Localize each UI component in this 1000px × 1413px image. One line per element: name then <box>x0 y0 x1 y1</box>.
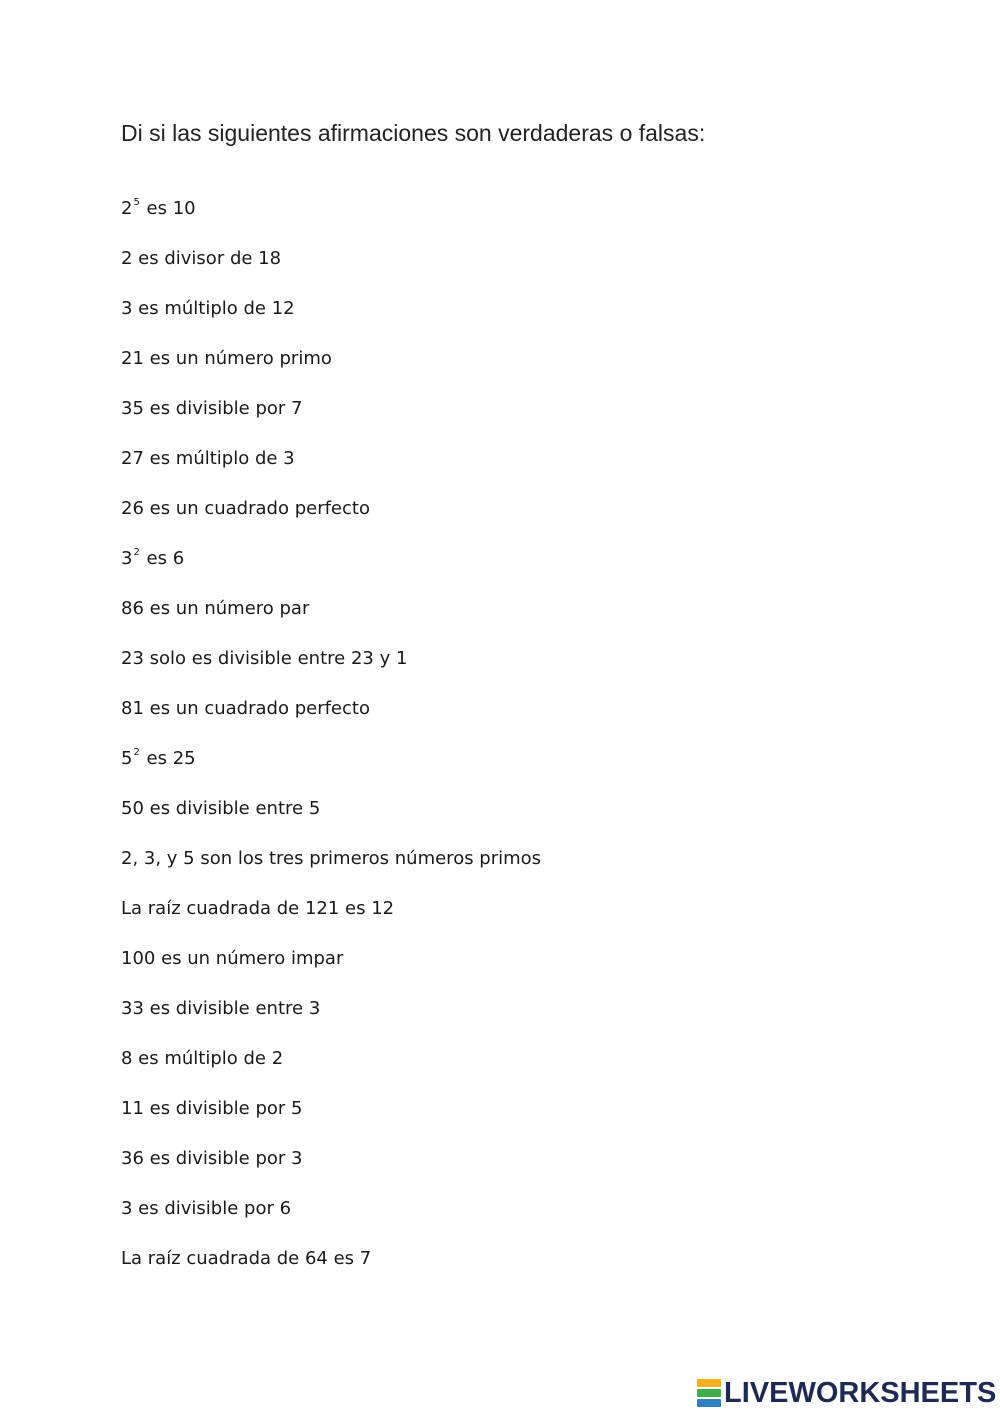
statement-8 <box>121 546 541 596</box>
liveworksheets-logo-text: LIVEWORKSHEETS <box>724 1377 997 1409</box>
statement-11: 81 es un cuadrado perfecto <box>121 698 370 719</box>
statement-9: 86 es un número par <box>121 598 310 619</box>
statement-21: 3 es divisible por 6 <box>121 1198 292 1219</box>
statement-7: 26 es un cuadrado perfecto <box>121 498 370 519</box>
statement-19: 11 es divisible por 5 <box>121 1098 303 1119</box>
logo-bar-green <box>697 1389 721 1397</box>
statement-18: 8 es múltiplo de 2 <box>121 1048 284 1069</box>
statement-5: 35 es divisible por 7 <box>121 398 303 419</box>
statement-2: 2 es divisor de 18 <box>121 248 282 269</box>
logo-bar-blue <box>697 1399 721 1407</box>
statement-16: 100 es un número impar <box>121 948 344 969</box>
statement-17: 33 es divisible entre 3 <box>121 998 321 1019</box>
statement-list <box>121 196 541 1296</box>
worksheet-title: Di si las siguientes afirmaciones son verdaderas o falsas: <box>121 120 706 146</box>
statement-3: 3 es múltiplo de 12 <box>121 298 295 319</box>
liveworksheets-logo <box>697 1377 996 1409</box>
statement-1-rest: es 10 <box>140 198 196 219</box>
liveworksheets-logo-icon <box>697 1379 721 1407</box>
statement-8-rest: es 6 <box>140 548 185 569</box>
statement-1-exponent: 5 <box>133 197 140 208</box>
statement-8-base: 3 <box>121 548 133 569</box>
statement-14: 2, 3, y 5 son los tres primeros números primos <box>121 848 542 869</box>
statement-12 <box>121 746 541 796</box>
statement-8-exponent: 2 <box>133 547 140 558</box>
statement-12-rest: es 25 <box>140 748 196 769</box>
statement-10: 23 solo es divisible entre 23 y 1 <box>121 648 408 669</box>
statement-4: 21 es un número primo <box>121 348 332 369</box>
logo-bar-yellow <box>697 1379 721 1387</box>
statement-1-base: 2 <box>121 198 133 219</box>
statement-6: 27 es múltiplo de 3 <box>121 448 295 469</box>
statement-15: La raíz cuadrada de 121 es 12 <box>121 898 395 919</box>
statement-22: La raíz cuadrada de 64 es 7 <box>121 1248 372 1269</box>
statement-20: 36 es divisible por 3 <box>121 1148 303 1169</box>
statement-12-exponent: 2 <box>133 747 140 758</box>
statement-12-base: 5 <box>121 748 133 769</box>
statement-13: 50 es divisible entre 5 <box>121 798 321 819</box>
statement-1 <box>121 196 541 246</box>
